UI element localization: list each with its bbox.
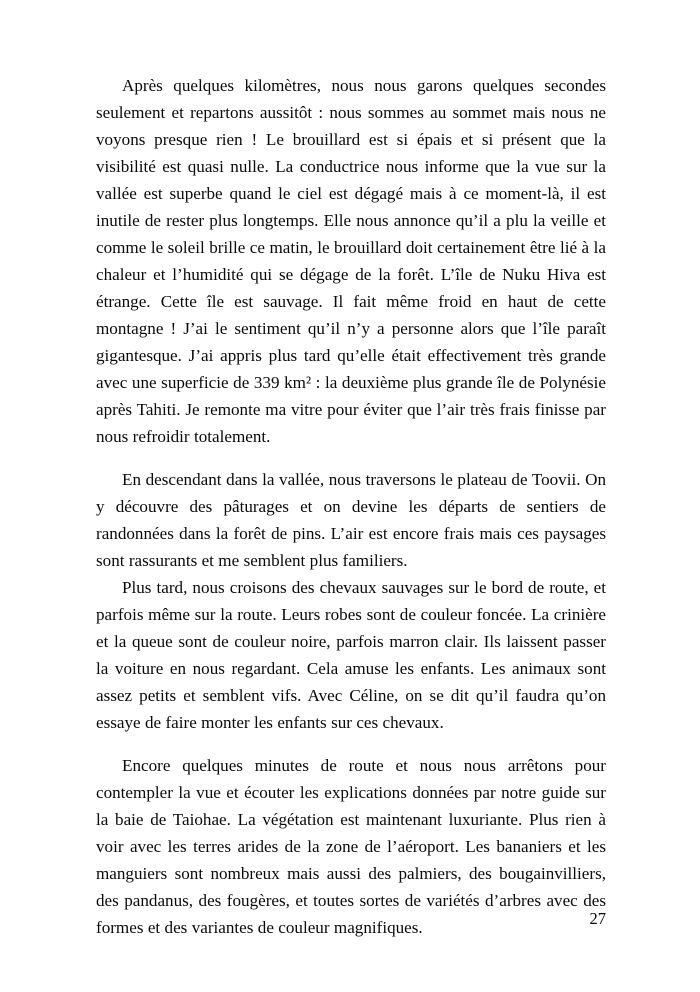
paragraph-3: Plus tard, nous croisons des chevaux sauvages sur le bord de route, et parfois même sur la route. Leurs robes sont de couleur foncée. La crinière et la queue sont de couleur noire, parfois marron clair. Ils laissent passer la voiture en nous regardant. Cela amuse les enfants. Les animaux sont assez petits et semblent vifs. Avec Céline, on se dit qu’il faudra qu’on essaye de faire monter les enfants sur ces chevaux.	[96, 578, 606, 732]
page-number: 27	[589, 909, 606, 928]
paragraph-1: Après quelques kilomètres, nous nous garons quelques secondes seulement et repartons aussitôt : nous sommes au sommet mais nous ne voyons presque rien ! Le brouillard est si épais et si présent que la visibilité est quasi nulle. La conductrice nous informe que la vue sur la vallée est superbe quand le ciel est dégagé mais à ce moment-là, il est inutile de rester plus longtemps. Elle nous annonce qu’il a plu la veille et comme le soleil brille ce matin, le brouillard doit certainement être lié à la chaleur et l’humidité qui se dégage de la forêt. L’île de Nuku Hiva est étrange. Cette île est sauvage. Il fait même froid en haut de cette montagne ! J’ai le sentiment qu’il n’y a personne alors que l’île paraît gigantesque. J’ai appris plus tard qu’elle était effectivement très grande avec une superficie de 339 km² : la deuxième plus grande île de Polynésie après Tahiti. Je remonte ma vitre pour éviter que l’air très frais finisse par nous refroidir totalement.	[96, 76, 606, 446]
paragraph-2: En descendant dans la vallée, nous traversons le plateau de Toovii. On y découvre des pâturages et on devine les départs de sentiers de randonnées dans la forêt de pins. L’air est encore frais mais ces paysages sont rassurants et me semblent plus familiers.	[96, 470, 606, 570]
paragraph-4: Encore quelques minutes de route et nous nous arrêtons pour contempler la vue et écouter les explications données par notre guide sur la baie de Taiohae. La végétation est maintenant luxuriante. Plus rien à voir avec les terres arides de la zone de l’aéroport. Les bananiers et les manguiers sont nombreux mais aussi des palmiers, des bougainvilliers, des pandanus, des fougères, et toutes sortes de variétés d’arbres avec des formes et des variantes de couleur magnifiques.	[96, 756, 606, 937]
body-text-block	[96, 72, 606, 941]
